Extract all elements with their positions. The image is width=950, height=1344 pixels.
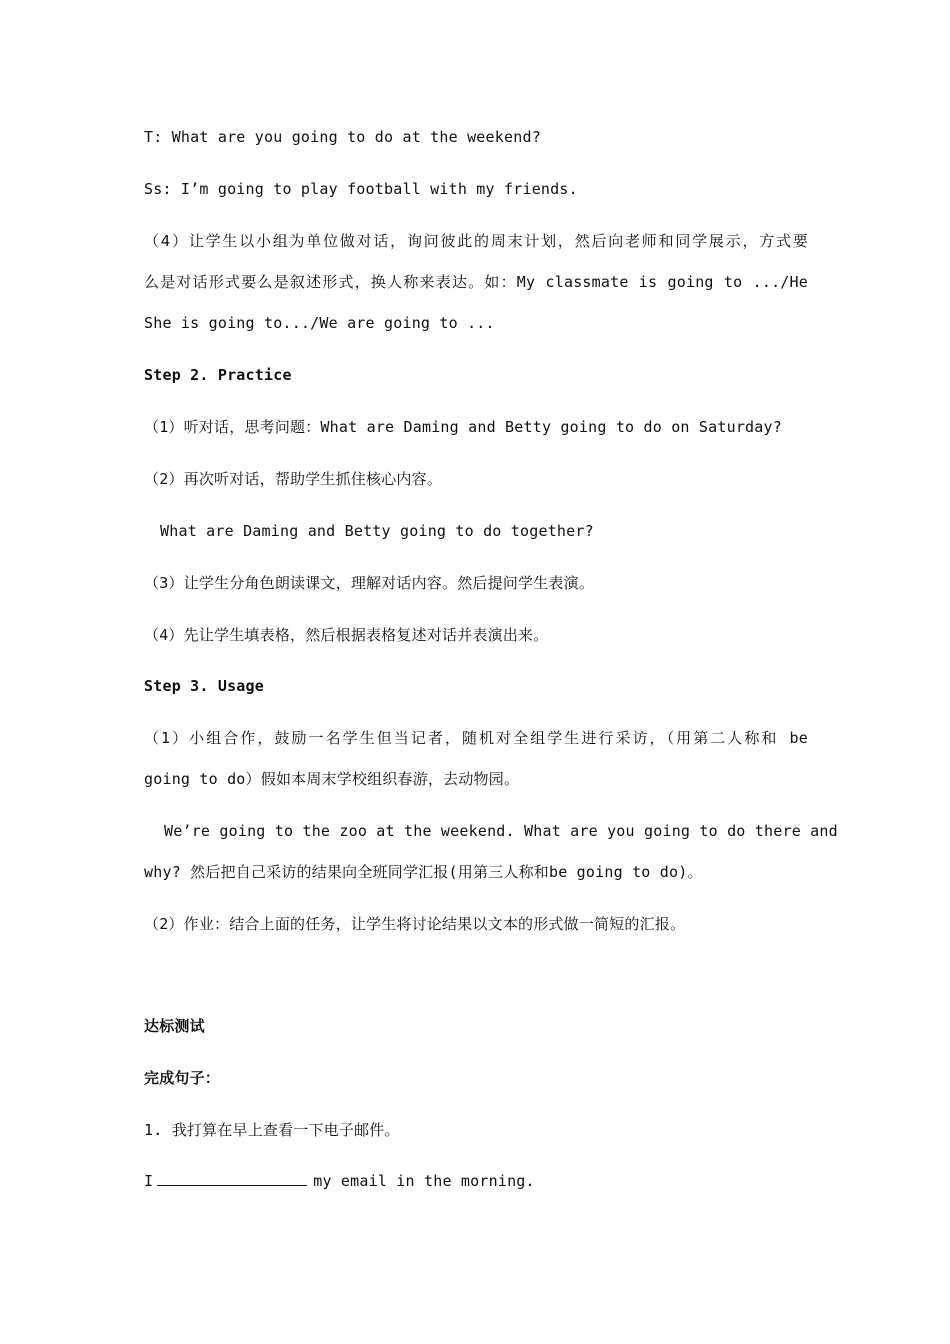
practice-question: What are Daming and Betty going to do together? [160,522,594,540]
question-1-prompt: 1. 我打算在早上查看一下电子邮件。 [144,1121,400,1139]
usage-item-1-line-1: （1）小组合作，鼓励一名学生但当记者，随机对全组学生进行采访，（用第二人称和 be [144,729,808,747]
step-3-heading: Step 3. Usage [144,677,264,695]
step-2-heading: Step 2. Practice [144,366,292,384]
paragraph-4-line-2: 么是对话形式要么是叙述形式，换人称来表达。如：My classmate is going to .../He [144,273,808,291]
practice-item-4: （4）先让学生填表格，然后根据表格复述对话并表演出来。 [144,626,549,644]
usage-dialogue-line-1: We’re going to the zoo at the weekend. What are you going to do there and [164,822,838,840]
complete-sentences-heading: 完成句子： [144,1069,221,1087]
practice-item-3: （3）让学生分角色朗读课文，理解对话内容。然后提问学生表演。 [144,574,595,592]
usage-dialogue-line-2: why? 然后把自己采访的结果向全班同学汇报(用第三人称和be going to do)。 [144,863,703,881]
paragraph-4-line-1: （4）让学生以小组为单位做对话，询问彼此的周末计划，然后向老师和同学展示，方式要 [144,232,808,250]
practice-item-2: （2）再次听对话，帮助学生抓住核心内容。 [144,470,443,488]
answer-blank[interactable] [157,1171,307,1186]
usage-item-1-line-2: going to do）假如本周末学校组织春游，去动物园。 [144,770,520,788]
usage-item-2: （2）作业：结合上面的任务，让学生将讨论结果以文本的形式做一简短的汇报。 [144,915,686,933]
question-1-suffix: my email in the morning. [313,1172,535,1190]
question-1-sentence [144,1170,808,1192]
test-heading: 达标测试 [144,1017,205,1035]
practice-item-1: （1）听对话，思考问题：What are Daming and Betty going to do on Saturday? [144,418,782,436]
dialogue-teacher-line: T: What are you going to do at the weekend? [144,128,541,146]
question-1-prefix: I [144,1172,154,1190]
paragraph-4-line-3: She is going to.../We are going to ... [144,314,495,332]
dialogue-students-line: Ss: I’m going to play football with my friends. [144,180,578,198]
